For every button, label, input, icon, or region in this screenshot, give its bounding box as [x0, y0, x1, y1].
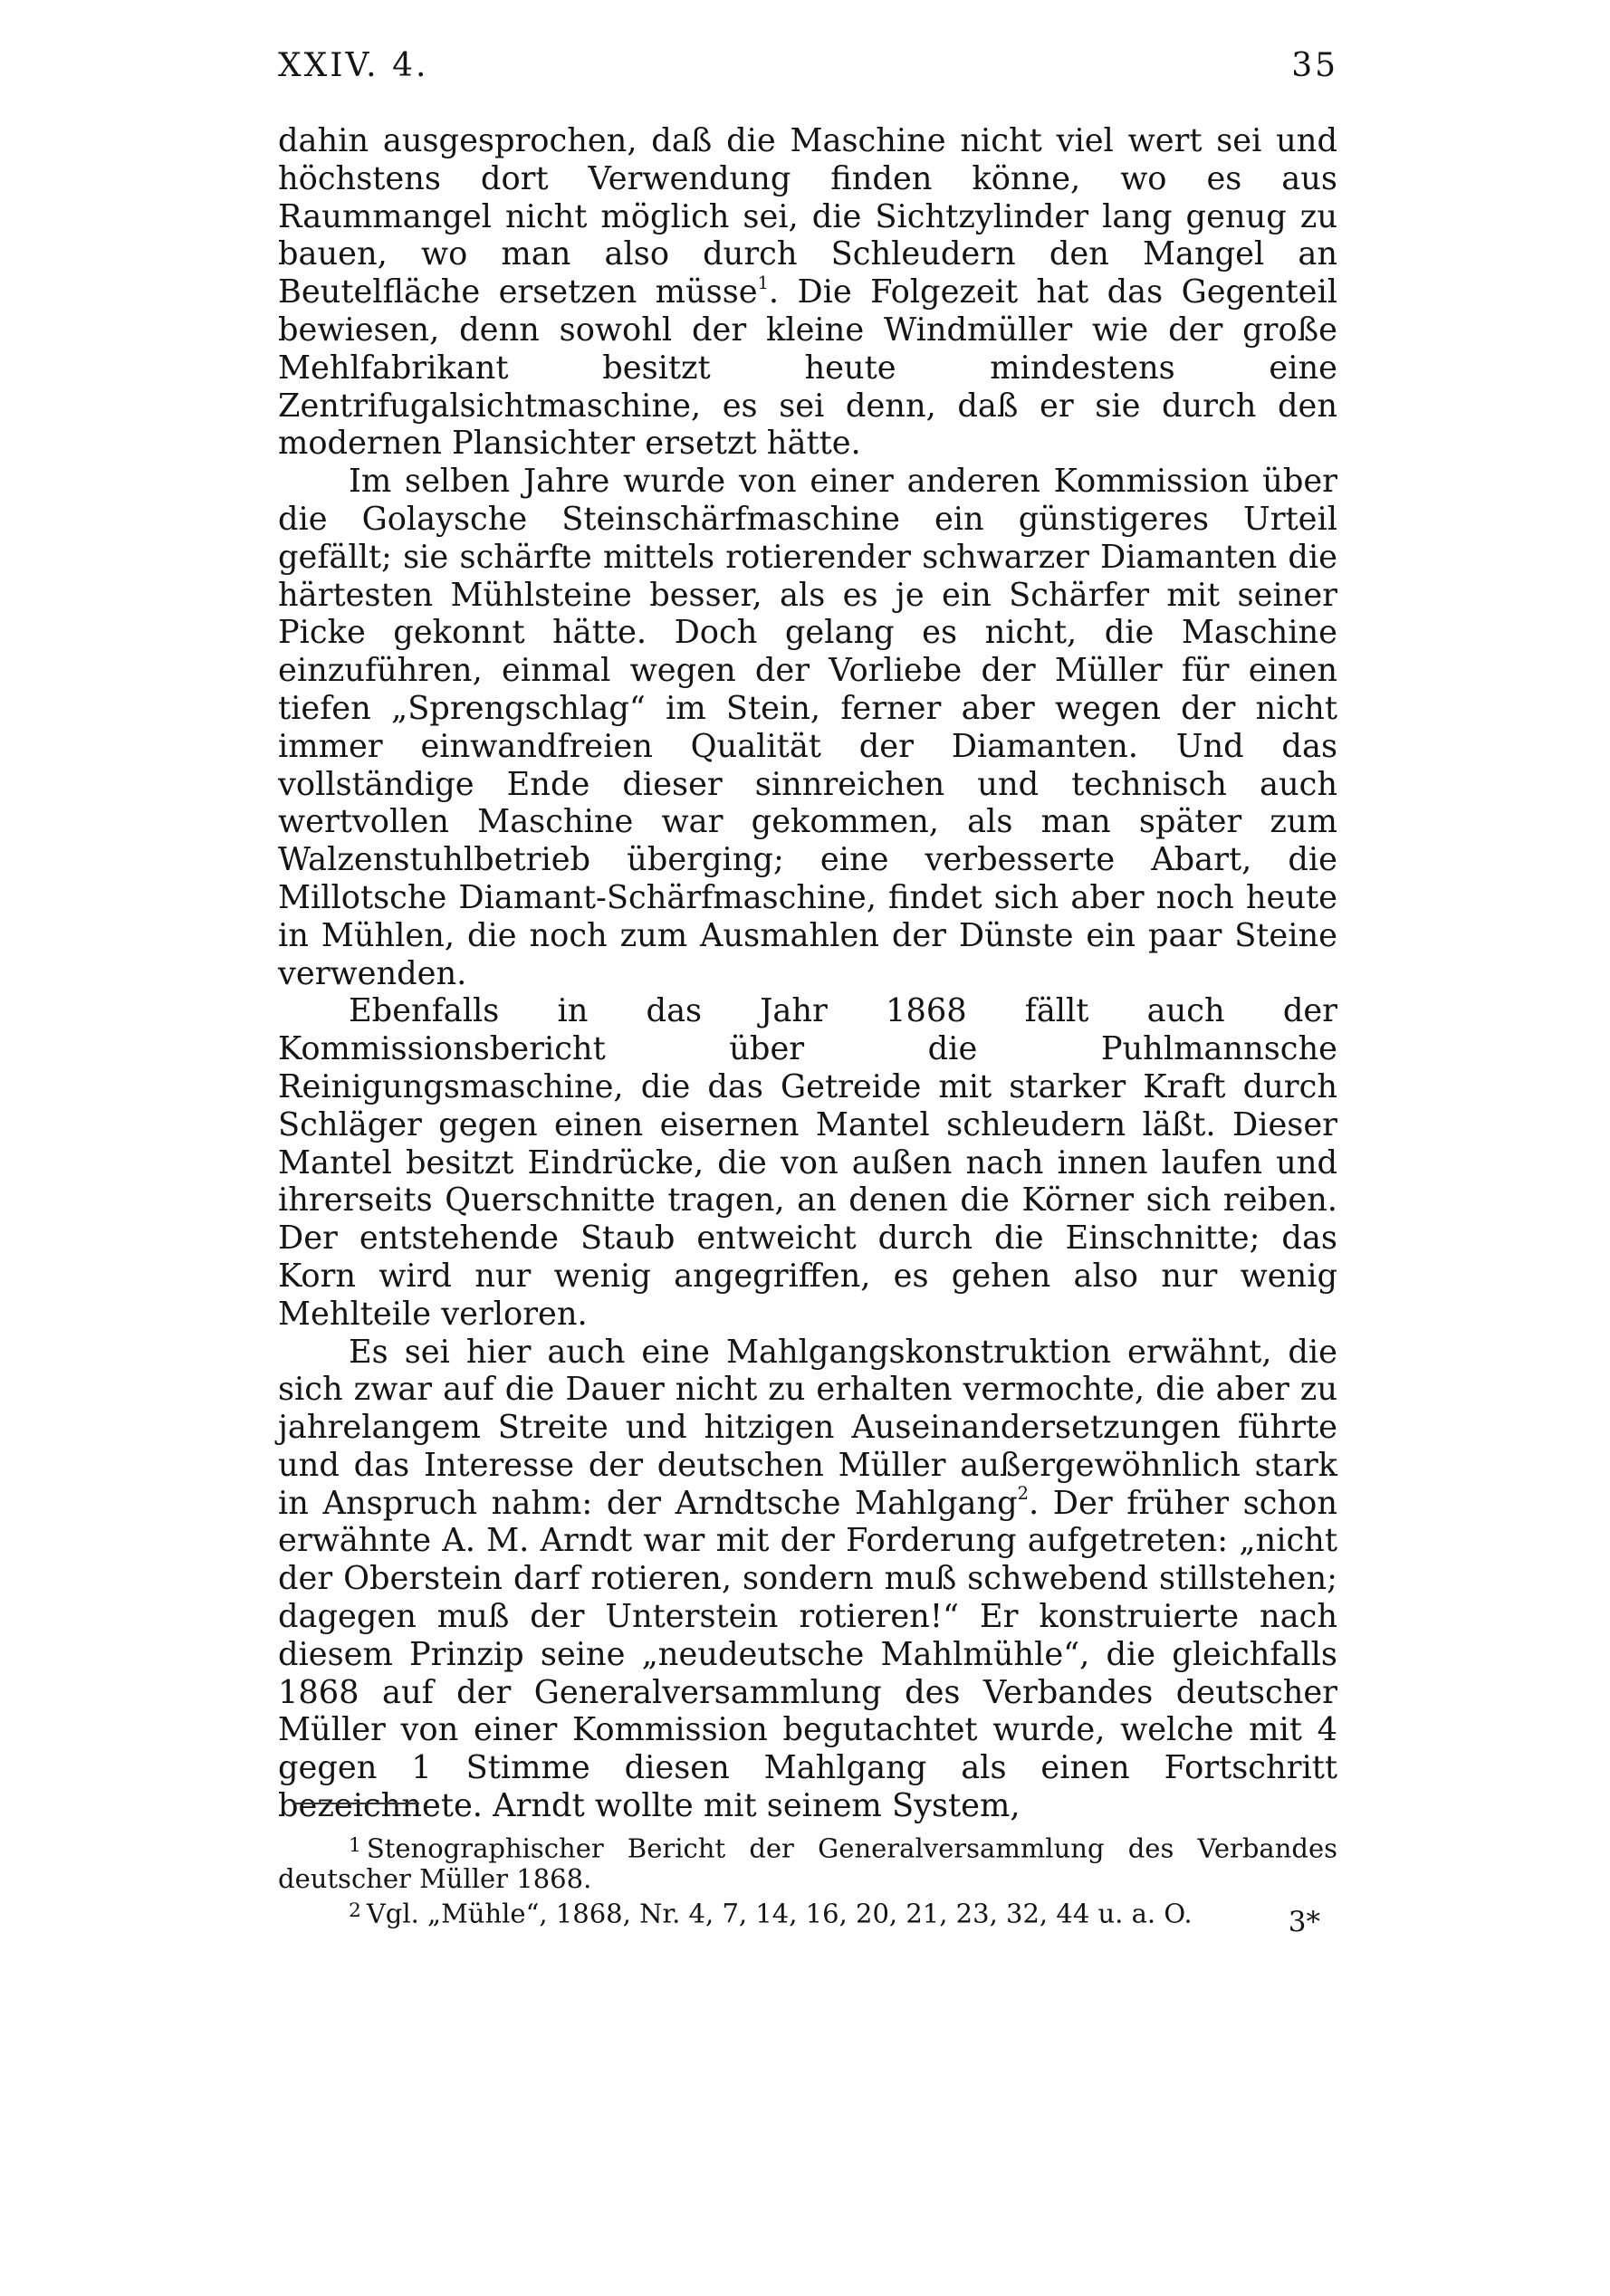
footnote-separator — [292, 1803, 419, 1804]
footnote-2-mark: 2 — [349, 1899, 361, 1922]
paragraph-1-tail: . Die Folgezeit hat das Gegenteil bewiesen, denn sowohl der kleine Windmüller wie der große Mehlfabrikant besitzt heute mindestens eine Zentrifugalsichtmaschine, es sei denn, daß er sie durch den modernen Plansichter ersetzt hätte. — [278, 273, 1337, 463]
footnotes — [278, 1831, 1337, 1930]
paragraph-2: Im selben Jahre wurde von einer anderen Kommission über die Golaysche Steinschärfmaschine ein günstigeres Urteil gefällt; sie schärfte mittels rotierender schwarzer Diamanten die härtesten Mühlsteine besser, als es je ein Schärfer mit seiner Picke gekonnt hätte. Doch gelang es nicht, die Maschine einzuführen, einmal wegen der Vorliebe der Müller für einen tiefen „Sprengschlag“ im Stein, ferner aber wegen der nicht immer einwandfreien Qualität der Diamanten. Und das vollständige Ende dieser sinnreichen und technisch auch wertvollen Maschine war gekommen, als man später zum Walzenstuhlbetrieb überging; eine verbesserte Abart, die Millotsche Diamant-Schärfmaschine, findet sich aber noch heute in Mühlen, die noch zum Ausmahlen der Dünste ein paar Steine verwenden. — [278, 463, 1337, 992]
footnote-1-text: Stenographischer Bericht der Generalversammlung des Verbandes deutscher Müller 1868. — [278, 1832, 1337, 1894]
footnote-ref-1: 1 — [757, 272, 769, 293]
page-header — [278, 47, 1338, 84]
paragraph-4-tail: . Der früher schon erwähnte A. M. Arndt war mit der Forderung aufgetreten: „nicht der Oberstein darf rotieren, sondern muß schwebend stillstehen; dagegen muß der Unterstein rotieren!“ Er konstruierte nach diesem Prinzip seine „neudeutsche Mahlmühle“, die gleichfalls 1868 auf der Generalversammlung des Verbandes deutscher Müller von einer Kommission begutachtet wurde, welche mit 4 gegen 1 Stimme diesen Mahlgang als einen Fortschritt bezeichnete. Arndt wollte mit seinem System, — [278, 1484, 1338, 1825]
paragraph-4-text: Es sei hier auch eine Mahlgangskonstruktion erwähnt, die sich zwar auf die Dauer nicht zu erhalten vermochte, die aber zu jahrelangem Streite und hitzigen Auseinandersetzungen führte und das Interesse der deutschen Müller außergewöhnlich stark in Anspruch nahm: der Arndtsche Mahlgang — [278, 1333, 1337, 1522]
paragraph-3: Ebenfalls in das Jahr 1868 fällt auch der Kommissionsbericht über die Puhlmannsche Reinigungsmaschine, die das Getreide mit starker Kraft durch Schläger gegen einen eisernen Mantel schleudern läßt. Dieser Mantel besitzt Eindrücke, die von außen nach innen laufen und ihrerseits Querschnitte tragen, an denen die Körner sich reiben. Der entstehende Staub entweicht durch die Einschnitte; das Korn wird nur wenig angegriffen, es gehen also nur wenig Mehlteile verloren. — [278, 992, 1337, 1333]
footnote-1-mark: 1 — [349, 1834, 361, 1857]
printer-signature-mark: 3* — [1288, 1906, 1320, 1938]
page-number: 35 — [1291, 47, 1338, 84]
body-text — [278, 122, 1337, 1825]
paragraph-1 — [278, 122, 1337, 463]
paragraph-1-text: dahin ausgesprochen, daß die Maschine nicht viel wert sei und höchstens dort Verwendung finden könne, wo es aus Raummangel nicht möglich sei, die Sichtzylinder lang genug zu bauen, wo man also durch Schleudern den Mangel an Beutelfläche ersetzen müsse — [278, 122, 1337, 311]
footnote-2 — [278, 1896, 1337, 1929]
footnote-1 — [278, 1831, 1337, 1894]
footnote-2-text: Vgl. „Mühle“, 1868, Nr. 4, 7, 14, 16, 20, 21, 23, 32, 44 u. a. O. — [366, 1898, 1193, 1929]
footnote-ref-2: 2 — [1017, 1483, 1029, 1505]
paragraph-4 — [278, 1334, 1337, 1825]
running-title: XXIV. 4. — [278, 47, 429, 84]
